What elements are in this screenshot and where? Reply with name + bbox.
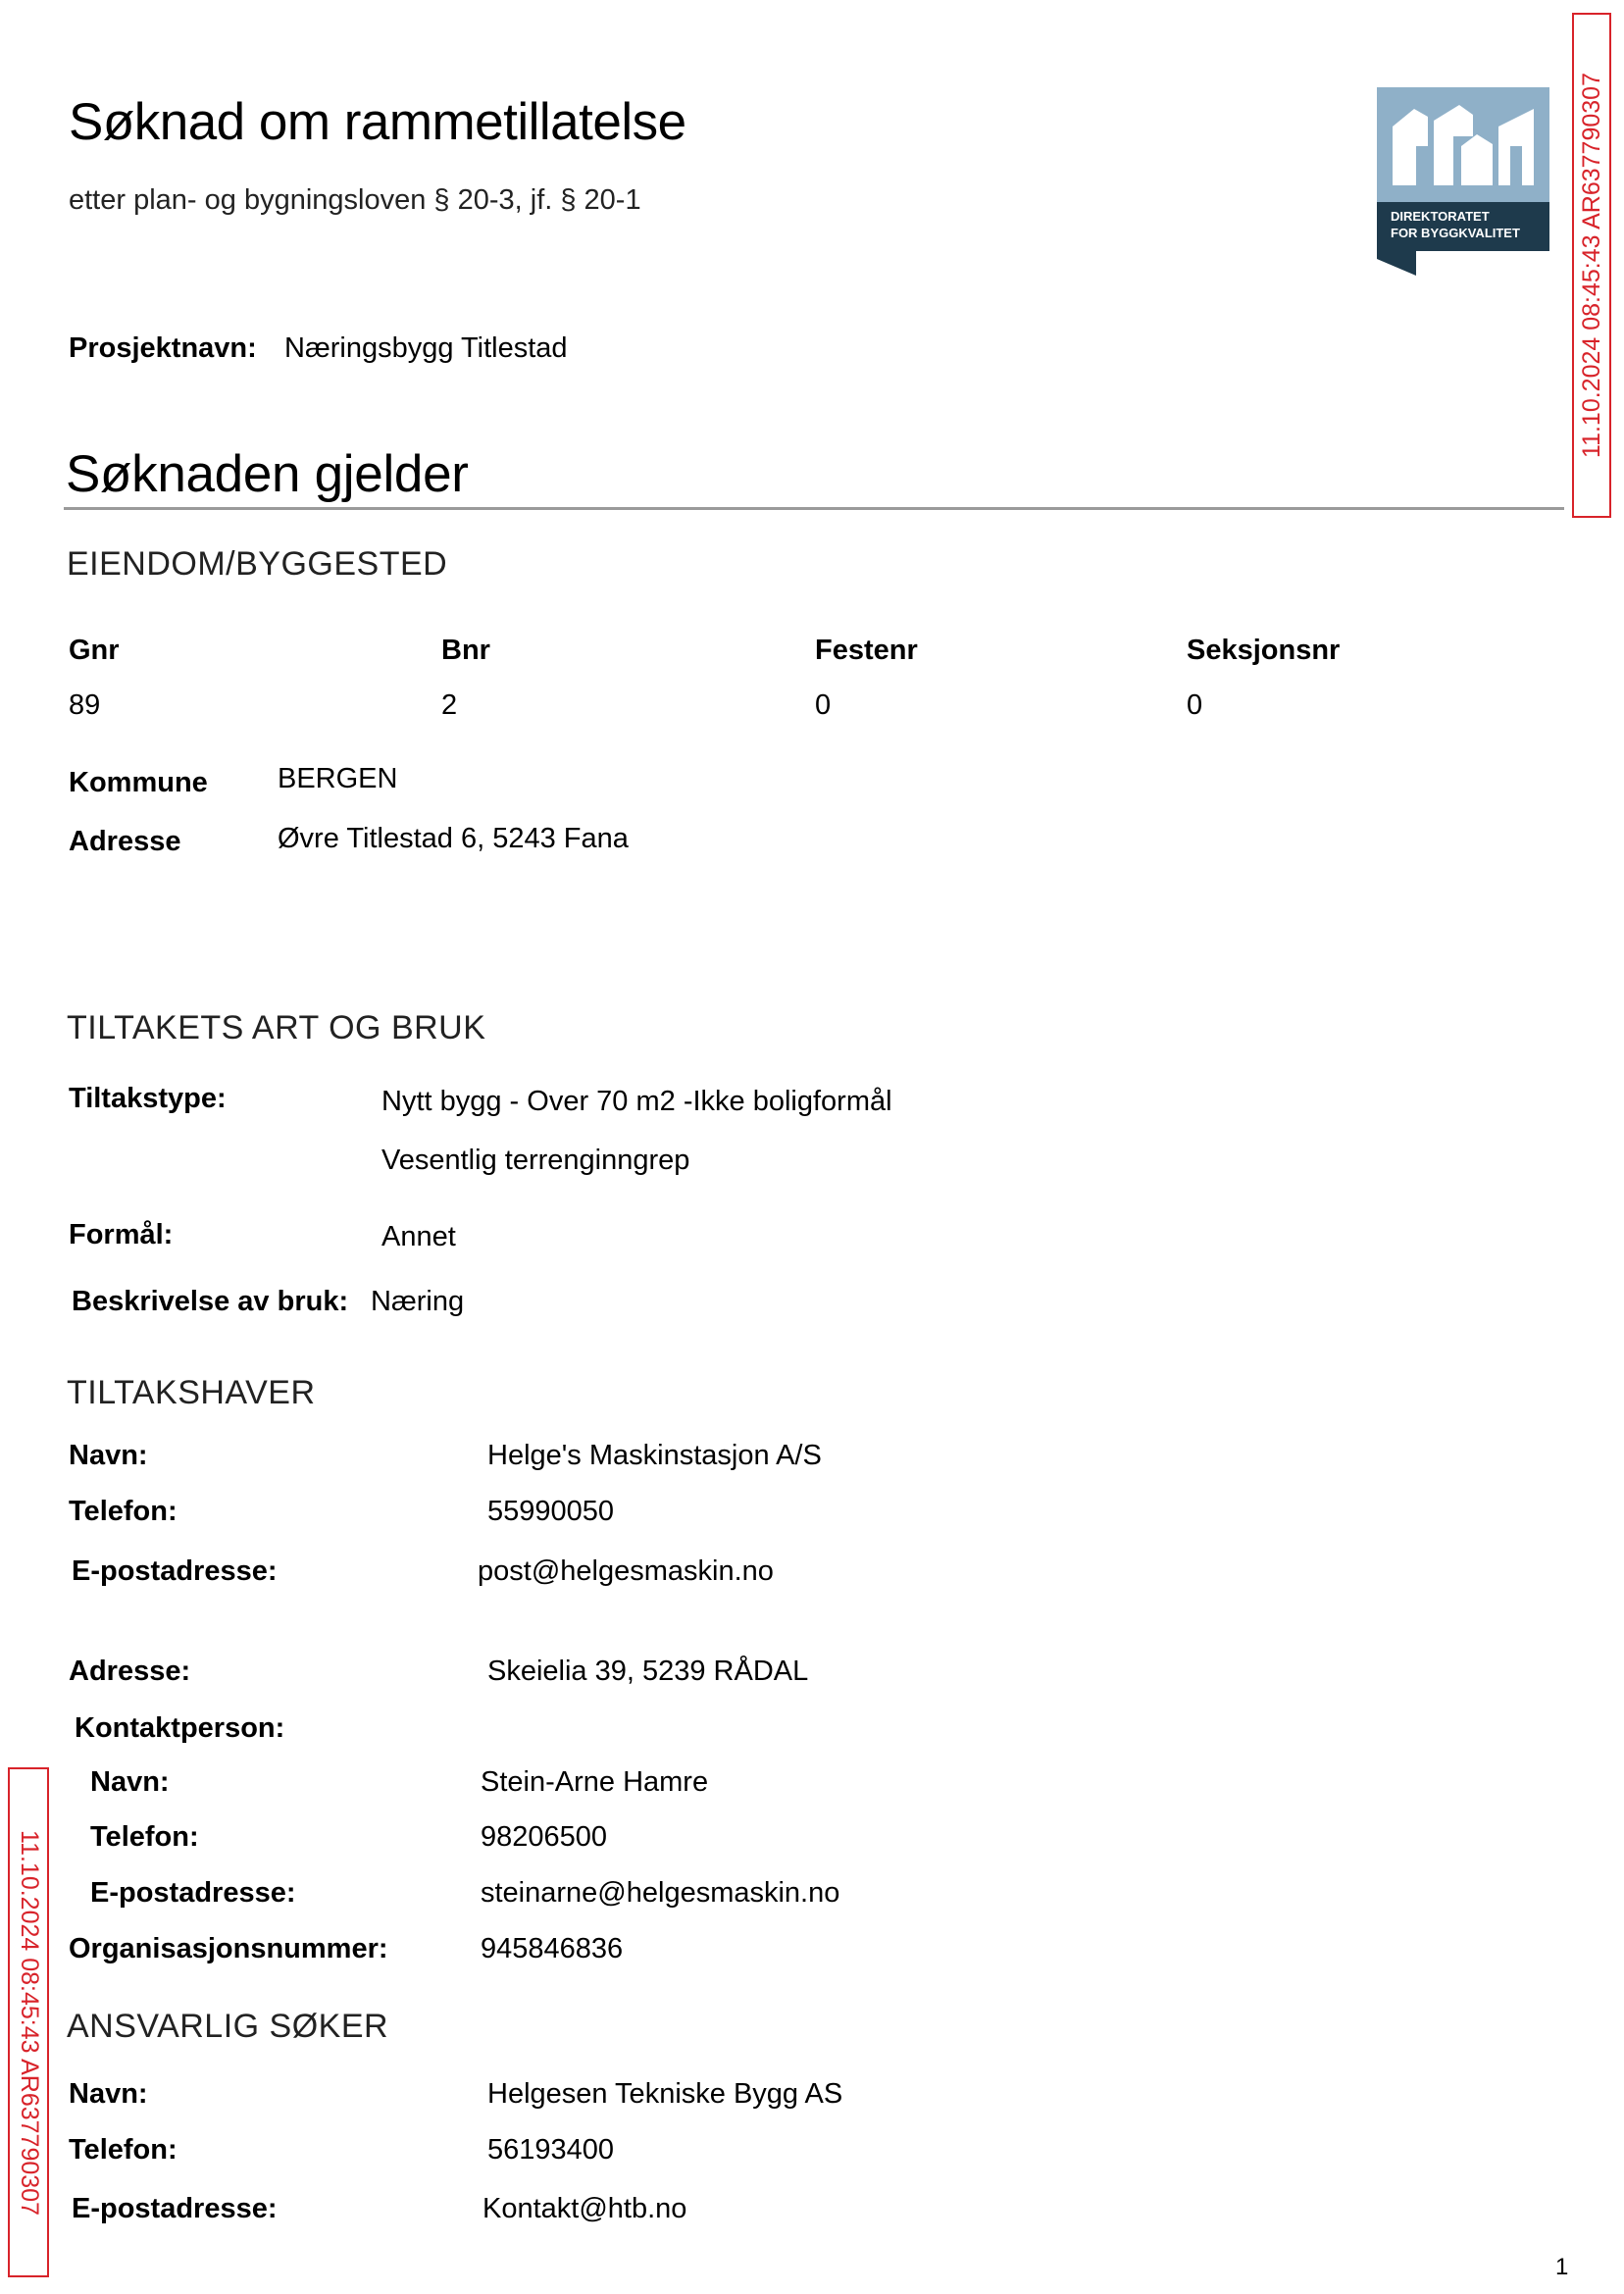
- bnr-value: 2: [441, 689, 458, 721]
- ansvarlig-navn-label: Navn:: [69, 2078, 148, 2110]
- ansvarlig-heading: ANSVARLIG SØKER: [67, 2008, 389, 2045]
- tiltakshaver-epost-label: E-postadresse:: [72, 1555, 278, 1587]
- gnr-label: Gnr: [69, 635, 120, 666]
- tiltakshaver-adresse-label: Adresse:: [69, 1656, 191, 1687]
- kontaktperson-label: Kontaktperson:: [75, 1712, 285, 1744]
- ansvarlig-navn-value: Helgesen Tekniske Bygg AS: [487, 2078, 843, 2110]
- gnr-value: 89: [69, 689, 101, 721]
- orgnr-value: 945846836: [481, 1933, 624, 1964]
- tiltakshaver-adresse-value: Skeielia 39, 5239 RÅDAL: [487, 1656, 809, 1687]
- receipt-stamp-text: 11.10.2024 08:45:43 AR637790307: [15, 1829, 43, 2216]
- kontakt-epost-label: E-postadresse:: [90, 1877, 296, 1909]
- formal-value: Annet: [381, 1221, 456, 1252]
- ansvarlig-epost-label: E-postadresse:: [72, 2193, 278, 2224]
- receipt-stamp-text: 11.10.2024 08:45:43 AR637790307: [1577, 73, 1605, 458]
- kommune-value: BERGEN: [278, 763, 398, 794]
- logo-text-line2: FOR BYGGKVALITET: [1391, 226, 1520, 240]
- tiltakshaver-telefon-value: 55990050: [487, 1496, 615, 1527]
- seksjonsnr-label: Seksjonsnr: [1187, 635, 1341, 666]
- tiltakshaver-navn-label: Navn:: [69, 1440, 148, 1471]
- tiltakshaver-epost-value: post@helgesmaskin.no: [478, 1555, 774, 1587]
- document-title: Søknad om rammetillatelse: [69, 93, 686, 151]
- tiltakshaver-heading: TILTAKSHAVER: [67, 1374, 316, 1411]
- adresse-value: Øvre Titlestad 6, 5243 Fana: [278, 823, 629, 854]
- dibk-logo: [1377, 87, 1549, 276]
- document-subtitle: etter plan- og bygningsloven § 20-3, jf. § 20-1: [69, 184, 641, 216]
- logo-text-line1: DIREKTORATET: [1391, 209, 1490, 224]
- kommune-label: Kommune: [69, 767, 208, 798]
- orgnr-label: Organisasjonsnummer:: [69, 1933, 388, 1964]
- eiendom-heading: EIENDOM/BYGGESTED: [67, 545, 448, 583]
- receipt-stamp-left: [8, 1767, 49, 2277]
- project-name-value: Næringsbygg Titlestad: [284, 332, 568, 364]
- kontakt-navn-label: Navn:: [90, 1766, 170, 1798]
- section-title: Søknaden gjelder: [66, 445, 469, 503]
- tiltakstype-label: Tiltakstype:: [69, 1083, 227, 1114]
- page-number: 1: [1555, 2254, 1569, 2280]
- tiltak-heading: TILTAKETS ART OG BRUK: [67, 1009, 486, 1046]
- tiltakstype-value-1: Nytt bygg - Over 70 m2 -Ikke boligformål: [381, 1086, 892, 1117]
- ansvarlig-telefon-label: Telefon:: [69, 2134, 178, 2166]
- tiltakstype-value-2: Vesentlig terrenginngrep: [381, 1145, 690, 1176]
- kontakt-navn-value: Stein-Arne Hamre: [481, 1766, 709, 1798]
- festenr-label: Festenr: [815, 635, 918, 666]
- bnr-label: Bnr: [441, 635, 490, 666]
- adresse-label: Adresse: [69, 826, 181, 857]
- festenr-value: 0: [815, 689, 832, 721]
- bruk-label: Beskrivelse av bruk:: [72, 1286, 349, 1317]
- seksjonsnr-value: 0: [1187, 689, 1203, 721]
- kontakt-telefon-value: 98206500: [481, 1821, 608, 1853]
- project-name-label: Prosjektnavn:: [69, 332, 257, 364]
- tiltakshaver-telefon-label: Telefon:: [69, 1496, 178, 1527]
- tiltakshaver-navn-value: Helge's Maskinstasjon A/S: [487, 1440, 822, 1471]
- bruk-value: Næring: [371, 1286, 465, 1317]
- dibk-logo-graphic: [1377, 87, 1549, 276]
- ansvarlig-telefon-value: 56193400: [487, 2134, 615, 2166]
- formal-label: Formål:: [69, 1219, 174, 1250]
- receipt-stamp-top: [1572, 13, 1611, 518]
- ansvarlig-epost-value: Kontakt@htb.no: [482, 2193, 687, 2224]
- kontakt-epost-value: steinarne@helgesmaskin.no: [481, 1877, 840, 1909]
- kontakt-telefon-label: Telefon:: [90, 1821, 199, 1853]
- section-divider: [64, 507, 1564, 510]
